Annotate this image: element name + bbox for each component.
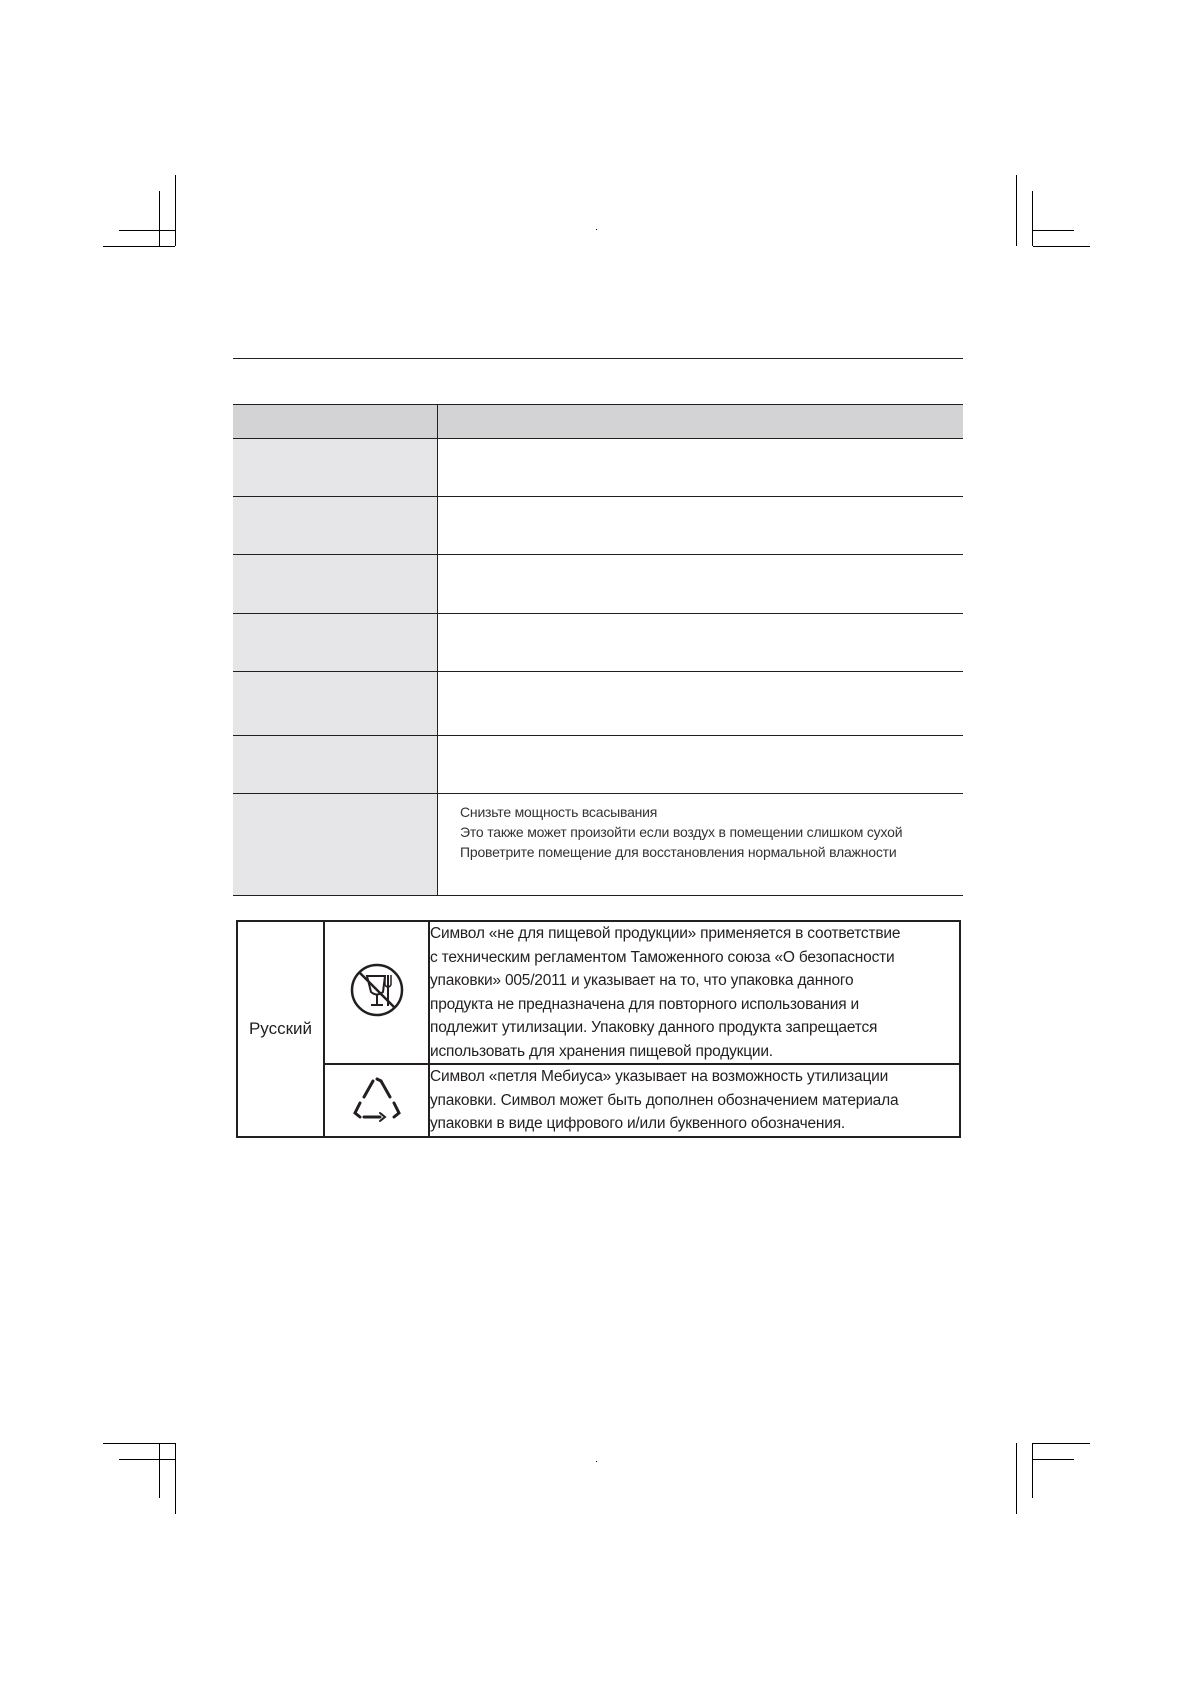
remedy-line: Снизьте мощность всасывания: [460, 804, 658, 820]
table-row: [233, 672, 963, 736]
solution-cell: [438, 497, 964, 555]
description-line: использовать для хранения пищевой продукции.: [430, 1042, 773, 1060]
description-line: упаковки» 005/2011 и указывает на то, что упаковка данного: [430, 972, 854, 989]
table-row: [233, 555, 963, 614]
problem-cell: [233, 736, 438, 794]
food-symbol-row: [237, 921, 960, 1064]
language-label: Русский: [237, 921, 324, 1137]
registration-dot-top: [596, 229, 597, 230]
solution-cell: [438, 672, 964, 736]
description-line: продукта не предназначена для повторного использования и: [430, 995, 859, 1013]
mobius-symbol-row: [237, 1064, 960, 1137]
solution-cell: [438, 555, 964, 614]
table-row: [233, 439, 963, 497]
table-row: [233, 736, 963, 794]
table-row: [233, 794, 963, 896]
not-for-food-icon: [348, 961, 406, 1019]
table-row: [233, 497, 963, 555]
solution-cell: [438, 794, 964, 896]
mobius-loop-icon: [352, 1073, 402, 1123]
problem-cell: [233, 439, 438, 497]
description-line: с техническим регламентом Таможенного союза «О безопасности: [430, 948, 895, 966]
problem-cell: [233, 672, 438, 736]
remedy-text: [438, 794, 963, 862]
troubleshooting-table: [233, 404, 963, 896]
problem-cell: [233, 555, 438, 614]
description-line: Символ «петля Мебиуса» указывает на возможность утилизации: [430, 1068, 889, 1085]
section-rule: [233, 358, 963, 359]
not-for-food-icon-cell: [324, 921, 429, 1064]
solution-cell: [438, 614, 964, 672]
header-cell-problem: [233, 405, 438, 439]
problem-cell: [233, 497, 438, 555]
problem-cell: [233, 614, 438, 672]
remedy-line: Это также может произойти если воздух в помещении слишком сухой: [460, 824, 903, 840]
remedy-line: Проветрите помещение для восстановления нормальной влажности: [460, 844, 897, 860]
description-line: упаковки. Символ может быть дополнен обозначением материала: [430, 1091, 899, 1109]
registration-dot-bottom: [596, 1461, 597, 1462]
description-line: подлежит утилизации. Упаковку данного продукта запрещается: [430, 1019, 878, 1036]
mobius-symbol-description: [429, 1064, 960, 1137]
food-symbol-description: [429, 921, 960, 1064]
mobius-icon-cell: [324, 1064, 429, 1137]
problem-cell: [233, 794, 438, 896]
packaging-symbols-table: [236, 920, 961, 1138]
solution-cell: [438, 439, 964, 497]
table-row: [233, 614, 963, 672]
description-line: Символ «не для пищевой продукции» применяется в соответствие: [430, 925, 901, 942]
header-cell-solution: [438, 405, 964, 439]
solution-cell: [438, 736, 964, 794]
table-header-row: [233, 405, 963, 439]
description-line: упаковки в виде цифрового и/или буквенного обозначения.: [430, 1115, 846, 1132]
